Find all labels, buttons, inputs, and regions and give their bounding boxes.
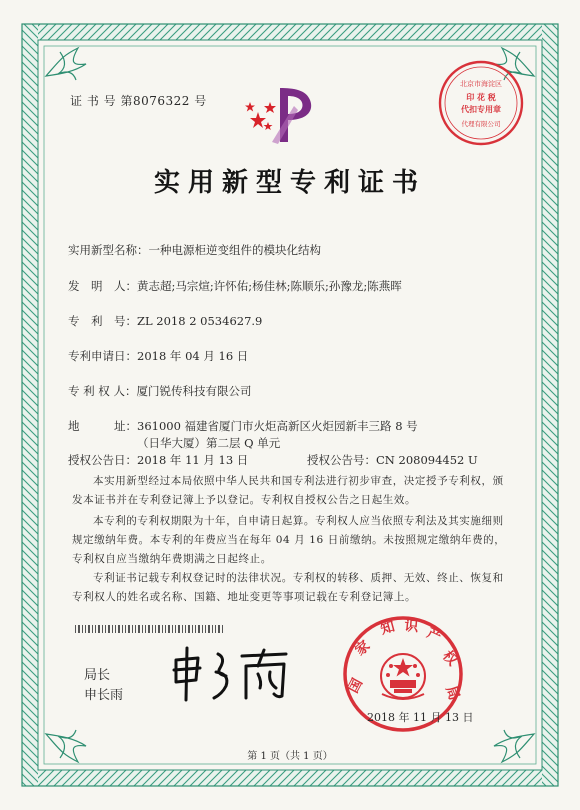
signatory-name: 申长雨: [84, 688, 124, 703]
svg-text:权: 权: [439, 647, 461, 670]
field-value: 黄志超;马宗煊;许怀佑;杨佳林;陈顺乐;孙豫龙;陈燕晖: [137, 279, 402, 293]
svg-text:知: 知: [378, 618, 397, 638]
svg-text:代扣专用章: 代扣专用章: [461, 105, 501, 114]
field-label: 专 利 号：: [68, 314, 137, 328]
seal-issue-date: 2018 年 11 月 13 日: [367, 711, 474, 724]
field-patent-number: [68, 313, 262, 330]
paragraph-term-fees: 本专利的专利权期限为十年，自申请日起算。专利权人应当依照专利法及其实施细则规定缴纳年费。本专利的年费应当在每年 04 月 16 日前缴纳。未按照规定缴纳年费的，专利权自应当缴纳年费期满之日起终止。: [72, 515, 506, 565]
page-number: 第 1 页（共 1 页）: [247, 751, 333, 762]
svg-text:局: 局: [442, 683, 463, 703]
field-utility-model-name: [68, 242, 321, 259]
field-label: 专利申请日：: [68, 349, 137, 363]
certificate-number: 证 书 号 第8076322 号: [70, 94, 207, 108]
field-value: 361000 福建省厦门市火炬高新区火炬园新丰三路 8 号（日华大厦）第二层 Q 单元: [137, 419, 418, 450]
field-label: 授权公告日：: [68, 453, 137, 467]
field-label: 发 明 人：: [68, 279, 137, 293]
certificate-title: 实用新型专利证书: [153, 168, 426, 198]
field-inventor: [68, 278, 402, 295]
field-value: 一种电源柜逆变组件的模块化结构: [148, 243, 321, 257]
field-label: 授权公告号：: [307, 453, 376, 467]
signatory-role: 局长: [84, 668, 111, 683]
field-value: ZL 2018 2 0534627.9: [137, 314, 263, 328]
field-value: 2018 年 04 月 16 日: [137, 349, 249, 363]
field-value: 2018 年 11 月 13 日: [137, 453, 249, 467]
svg-text:北京市海淀区: 北京市海淀区: [460, 80, 502, 88]
field-label: 专 利 权 人：: [68, 384, 137, 398]
tax-stamp-seal-icon: [436, 58, 526, 148]
field-grant-row: [68, 452, 518, 469]
field-label: 实用新型名称：: [68, 243, 149, 257]
paragraph-grant-statement: 本实用新型经过本局依照中华人民共和国专利法进行初步审查，决定授予专利权，颁发本证书并在专利登记簿上予以登记。专利权自授权公告之日起生效。: [72, 475, 504, 506]
svg-text:家: 家: [352, 637, 374, 660]
patent-office-logo-icon: [242, 82, 322, 148]
field-label: 地 址：: [68, 419, 137, 433]
field-value: 厦门锐传科技有限公司: [136, 384, 252, 398]
paragraph-legal-status: 专利证书记载专利权登记时的法律状况。专利权的转移、质押、无效、终止、恢复和专利权人的姓名或名称、国籍、地址变更等事项记载在专利登记簿上。: [72, 572, 504, 603]
field-address: [68, 418, 437, 452]
svg-text:代理有限公司: 代理有限公司: [461, 120, 501, 128]
svg-text:国: 国: [345, 676, 367, 696]
handwritten-signature: [168, 646, 298, 704]
svg-text:识: 识: [403, 618, 419, 636]
field-patentee: [68, 383, 251, 400]
svg-text:印 花 税: 印 花 税: [466, 93, 496, 102]
barcode-strip: [75, 625, 225, 633]
field-value: CN 208094452 U: [376, 453, 478, 467]
svg-text:产: 产: [424, 625, 444, 646]
field-application-date: [68, 348, 248, 365]
